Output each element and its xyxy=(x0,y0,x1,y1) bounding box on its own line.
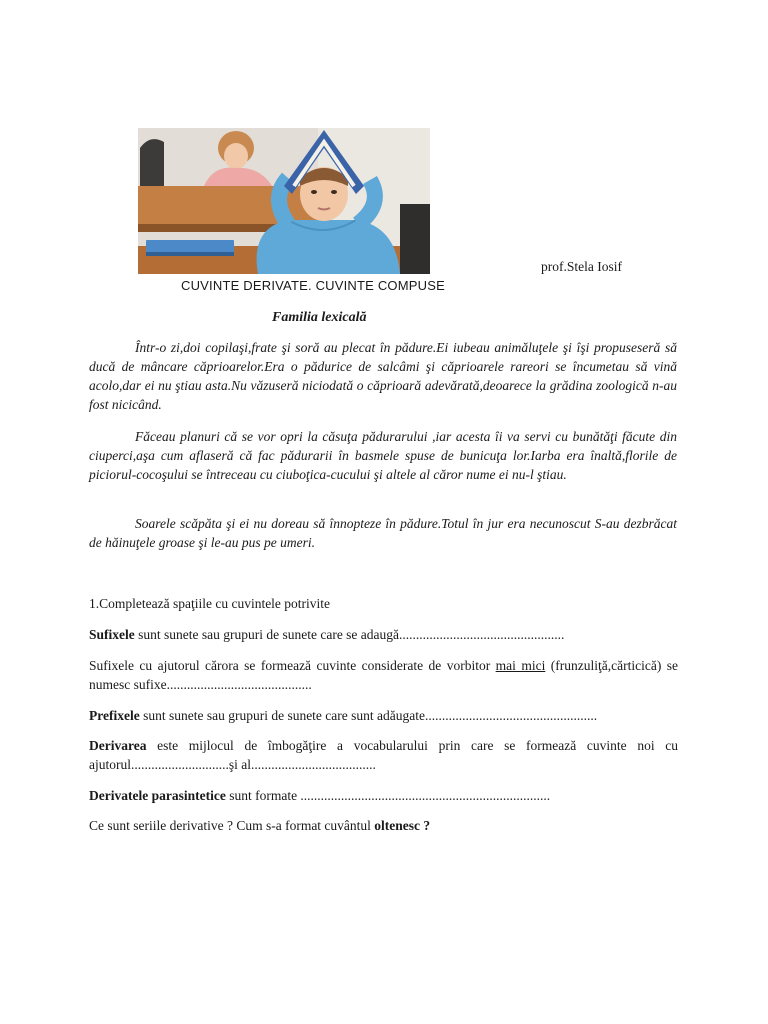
question-diminutive xyxy=(89,656,678,694)
question-serii-derivative xyxy=(89,816,678,835)
term-sufixele: Sufixele xyxy=(89,627,135,642)
section-subtitle: Familia lexicală xyxy=(272,310,367,325)
photo-illustration xyxy=(138,128,430,274)
story-paragraph-3: Soarele scăpăta şi ei nu doreau să înnopteze în pădure.Totul în jur era necunoscut S-au dezbrăcat de hăinuţele groase şi le-au pus pe umeri. xyxy=(89,516,677,550)
page-title: CUVINTE DERIVATE. CUVINTE COMPUSE xyxy=(181,278,445,293)
term-derivarea: Derivarea xyxy=(89,738,147,753)
underlined-term: mai mici xyxy=(495,658,546,673)
question-text: Sufixele cu ajutorul cărora se formează cuvinte considerate de vorbitor xyxy=(89,658,496,673)
author-name: prof.Stela Iosif xyxy=(541,259,622,274)
question-text: sunt formate .......................................................................... xyxy=(225,788,551,803)
question-text: (frunzuliţă,cărticică) se numesc sufixe........................................... xyxy=(89,658,678,692)
term-prefixele: Prefixele xyxy=(89,708,140,723)
term-oltenesc: oltenesc ? xyxy=(374,818,431,833)
exercise-title: 1.Completează spaţiile cu cuvintele potrivite xyxy=(89,596,331,611)
classroom-photo xyxy=(138,128,430,274)
question-text: este mijlocul de îmbogăţire a vocabularului prin care se formează cuvinte noi cu ajutorul.............................şi al..................................... xyxy=(89,738,678,772)
question-parasintetice xyxy=(89,786,678,805)
question-text: Ce sunt seriile derivative ? Cum s-a format cuvântul xyxy=(89,818,375,833)
question-text: sunt sunete sau grupuri de sunete care se adaugă................................................. xyxy=(134,627,565,642)
question-prefixe xyxy=(89,706,678,725)
term-derivatele-parasintetice: Derivatele parasintetice xyxy=(89,788,226,803)
question-text: sunt sunete sau grupuri de sunete care sunt adăugate................................................... xyxy=(139,708,598,723)
question-derivarea xyxy=(89,736,678,774)
story-paragraph-1: Într-o zi,doi copilaşi,frate şi soră au plecat în pădure.Ei iubeau animăluţele şi îşi propuseseră să ducă de mâncare căprioarelor.Era o pădurice de salcâmi şi căprioarele rareori se încumetau să vină acolo,dar ei nu ştiau asta.Nu văzuseră niciodată o căprioară adevărată,deoarece la grădina zoologică n-au fost nicicând. xyxy=(89,340,677,412)
story-paragraph-2: Făceau planuri că se vor opri la căsuţa pădurarului ,iar acesta îi va servi cu bunătăţi făcute din ciuperci,aşa cum aflaseră că fac pădurarii în basmele spuse de bunicuţa lor.Iarba era înaltă,florile de piciorul-cocoşului se întreceau cu ciuboţica-cucului şi altele al căror nume ei nu-l ştiau. xyxy=(89,429,677,482)
question-sufixe xyxy=(89,625,678,644)
